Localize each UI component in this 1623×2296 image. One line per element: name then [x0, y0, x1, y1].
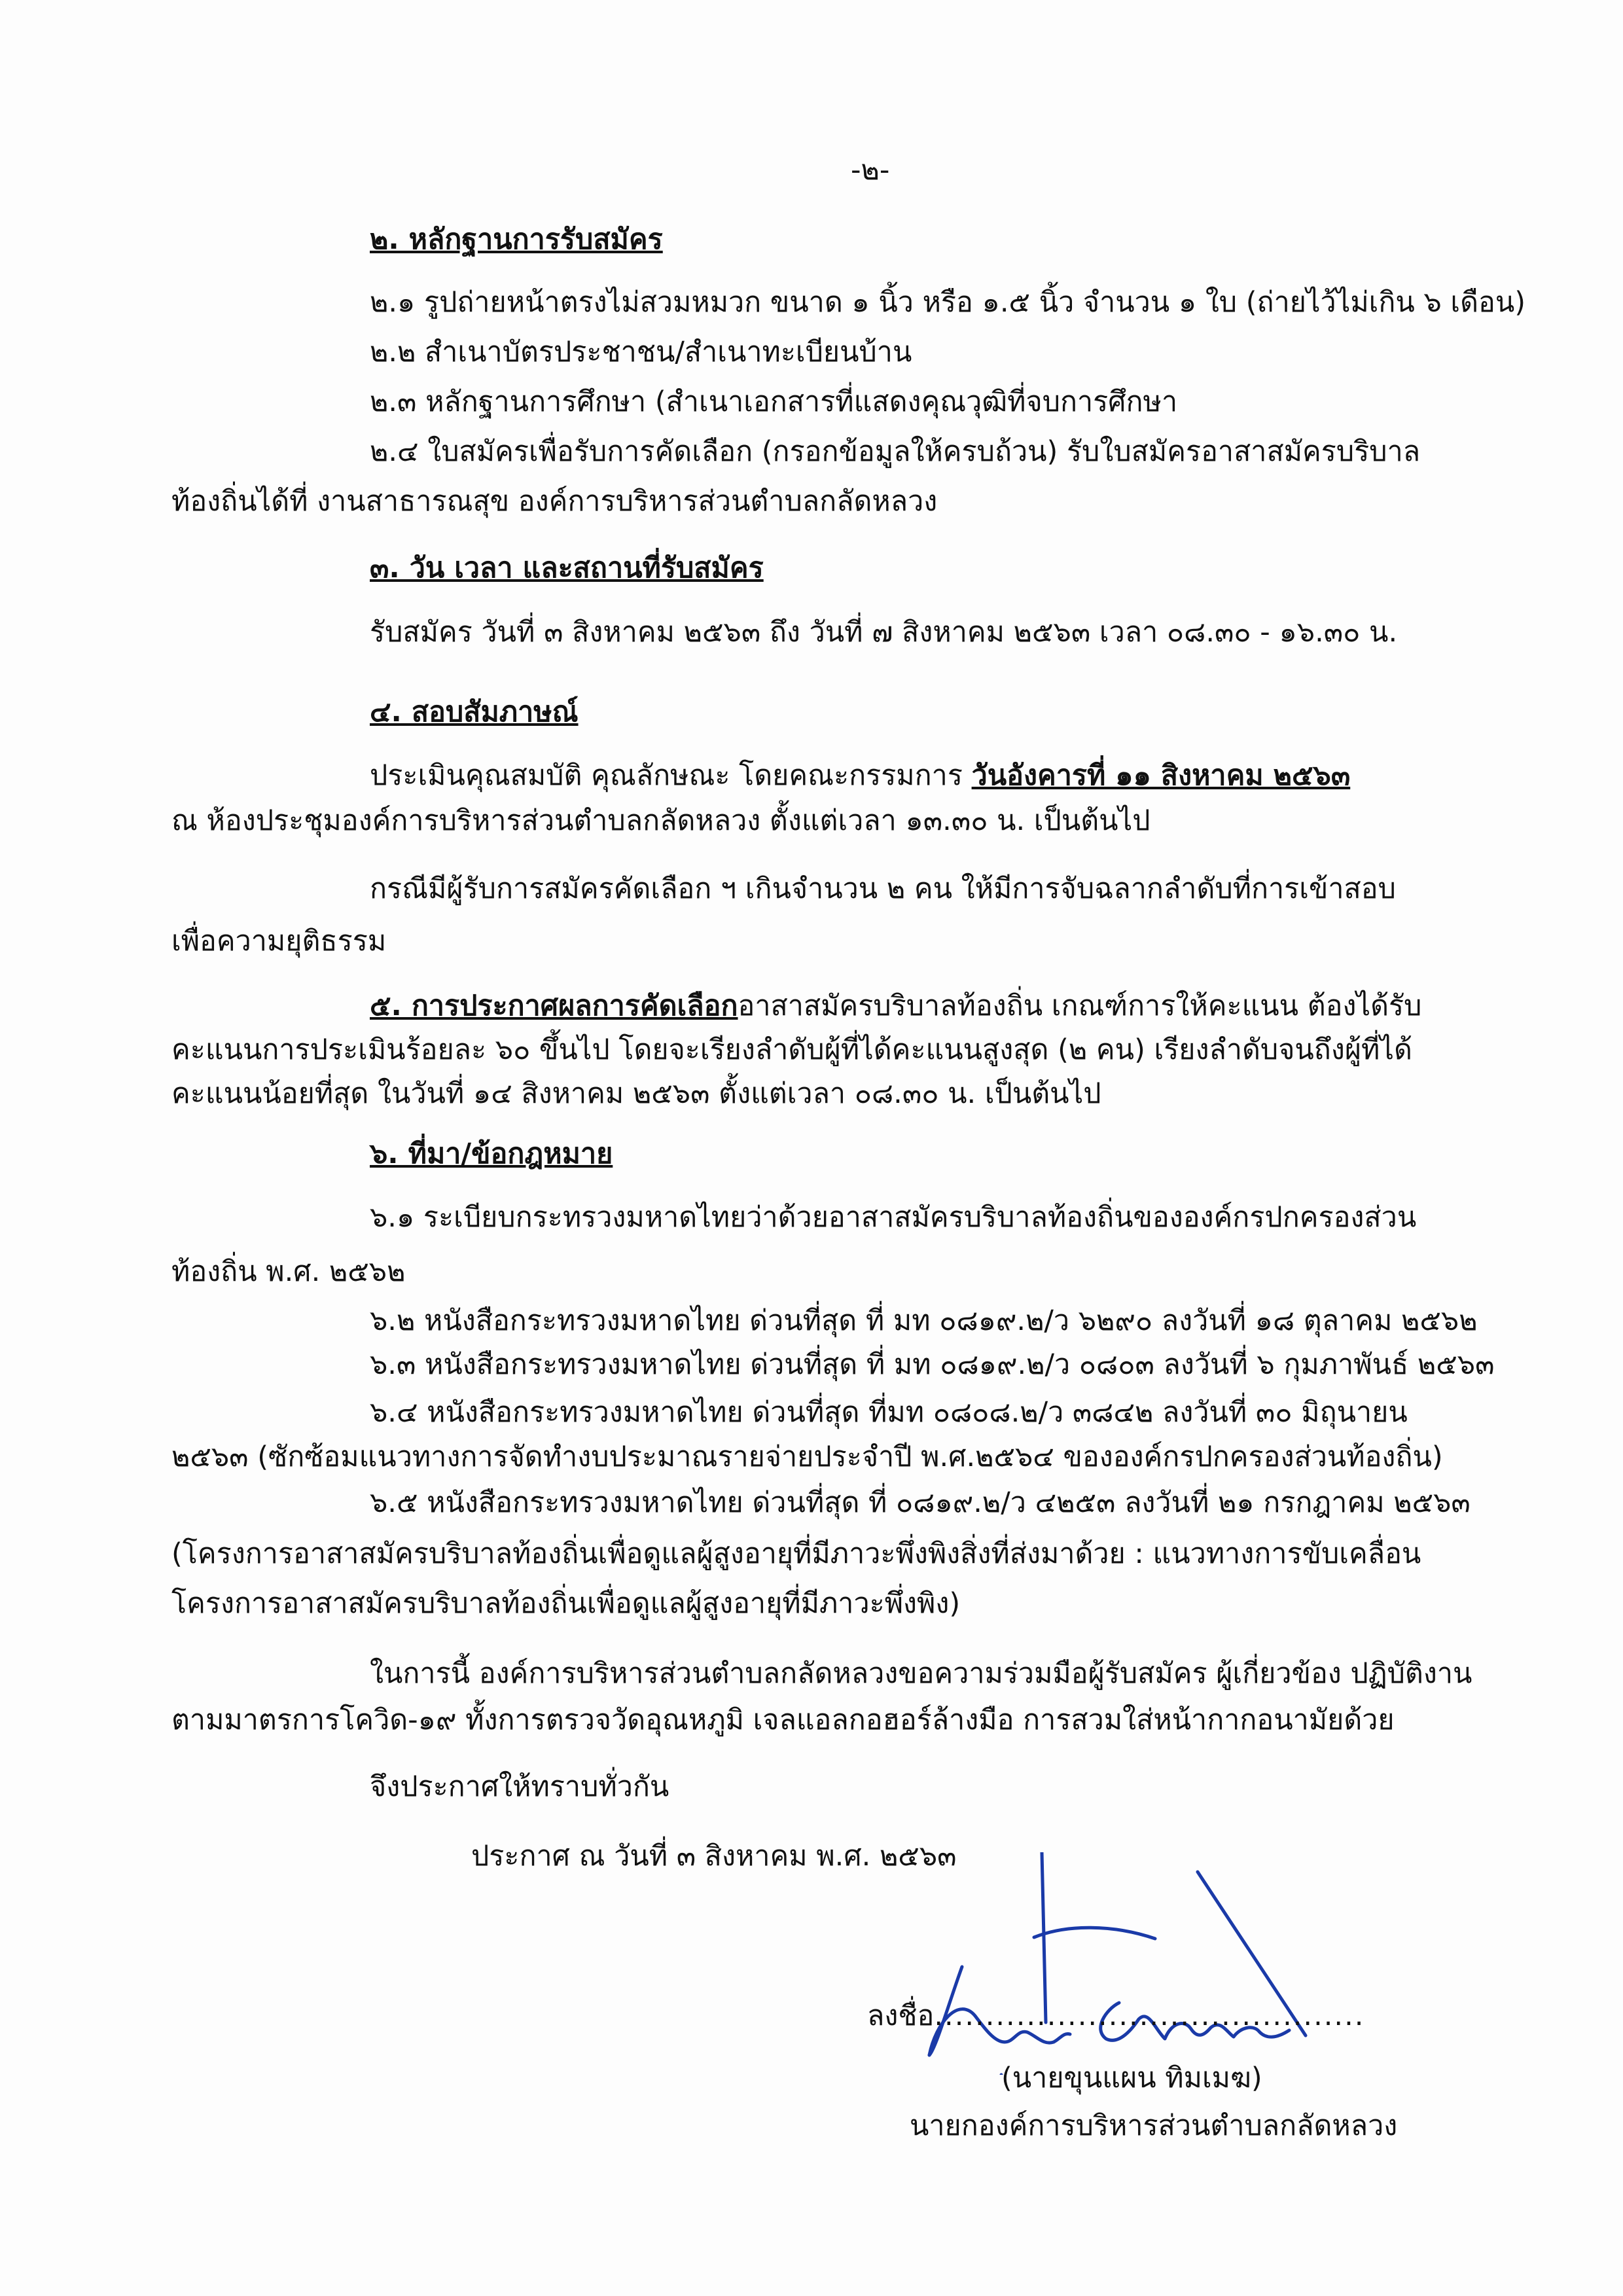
section4-p2: กรณีมีผู้รับการสมัครคัดเลือก ฯ เกินจำนวน ๒ คน ให้มีการจับฉลากลำดับที่การเข้าสอบ — [370, 872, 1396, 905]
section5-line2: คะแนนการประเมินร้อยละ ๖๐ ขึ้นไป โดยจะเรียงลำดับผู้ที่ได้คะแนนสูงสุด (๒ คน) เรียงลำดับจนถึงผู้ที่ได้ — [171, 1033, 1412, 1066]
section6-item-2: ๖.๒ หนังสือกระทรวงมหาดไทย ด่วนที่สุด ที่ มท ๐๘๑๙.๒/ว ๖๒๙๐ ลงวันที่ ๑๘ ตุลาคม ๒๕๖๒ — [370, 1304, 1478, 1337]
page-number: -๒- — [851, 154, 890, 187]
signature-line — [867, 1996, 1364, 2036]
handwritten-signature — [897, 1852, 1322, 2075]
section2-item-4-cont: ท้องถิ่นได้ที่ งานสาธารณสุข องค์การบริหารส่วนตำบลกลัดหลวง — [171, 485, 938, 518]
section2-item-1: ๒.๑ รูปถ่ายหน้าตรงไม่สวมหมวก ขนาด ๑ นิ้ว หรือ ๑.๕ นิ้ว จำนวน ๑ ใบ (ถ่ายไว้ไม่เกิน ๖ เดือน) — [370, 286, 1526, 319]
section6-item-4: ๖.๔ หนังสือกระทรวงมหาดไทย ด่วนที่สุด ที่มท ๐๘๐๘.๒/ว ๓๘๔๒ ลงวันที่ ๓๐ มิถุนายน — [370, 1396, 1408, 1429]
section4-interview-date: วันอังคารที่ ๑๑ สิงหาคม ๒๕๖๓ — [971, 759, 1351, 792]
section4-heading: ๔. สอบสัมภาษณ์ — [370, 696, 579, 728]
section3-heading: ๓. วัน เวลา และสถานที่รับสมัคร — [370, 552, 764, 584]
section6-item-5-cont2: โครงการอาสาสมัครบริบาลท้องถิ่นเพื่อดูแลผู้สูงอายุที่มีภาวะพึ่งพิง) — [171, 1587, 961, 1620]
section4-p1 — [370, 756, 1350, 795]
section5-line3: คะแนนน้อยที่สุด ในวันที่ ๑๔ สิงหาคม ๒๕๖๓ ตั้งแต่เวลา ๐๘.๓๐ น. เป็นต้นไป — [171, 1077, 1101, 1110]
closing-p2: จึงประกาศให้ทราบทั่วกัน — [370, 1770, 669, 1803]
signatory-name: (นายขุนแผน ทิมเมฆ) — [1001, 2062, 1262, 2094]
section6-item-5-cont1: (โครงการอาสาสมัครบริบาลท้องถิ่นเพื่อดูแลผู้สูงอายุที่มีภาวะพึ่งพิงสิ่งที่ส่งมาด้วย : แนวทางการขับเคลื่อน — [171, 1537, 1421, 1570]
section4-p1-text: ประเมินคุณสมบัติ คุณลักษณะ โดยคณะกรรมการ — [370, 759, 972, 792]
section2-heading: ๒. หลักฐานการรับสมัคร — [370, 223, 663, 256]
closing-p1: ในการนี้ องค์การบริหารส่วนตำบลกลัดหลวงขอความร่วมมือผู้รับสมัคร ผู้เกี่ยวข้อง ปฏิบัติงาน — [370, 1657, 1472, 1690]
section3-text: รับสมัคร วันที่ ๓ สิงหาคม ๒๕๖๓ ถึง วันที่ ๗ สิงหาคม ๒๕๖๓ เวลา ๐๘.๓๐ - ๑๖.๓๐ น. — [370, 616, 1398, 649]
closing-p1-cont: ตามมาตรการโควิด-๑๙ ทั้งการตรวจวัดอุณหภูมิ เจลแอลกอฮอร์ล้างมือ การสวมใส่หน้ากากอนามัยด้วย — [171, 1704, 1395, 1736]
section4-p2-cont: เพื่อความยุติธรรม — [171, 925, 387, 958]
section6-item-3: ๖.๓ หนังสือกระทรวงมหาดไทย ด่วนที่สุด ที่ มท ๐๘๑๙.๒/ว ๐๘๐๓ ลงวันที่ ๖ กุมภาพันธ์ ๒๕๖๓ — [370, 1348, 1495, 1381]
section5-text: อาสาสมัครบริบาลท้องถิ่น เกณฑ์การให้คะแนน ต้องได้รับ — [738, 990, 1422, 1022]
section6-item-1: ๖.๑ ระเบียบกระทรวงมหาดไทยว่าด้วยอาสาสมัครบริบาลท้องถิ่นขององค์กรปกครองส่วน — [370, 1201, 1417, 1234]
section6-item-5: ๖.๕ หนังสือกระทรวงมหาดไทย ด่วนที่สุด ที่ ๐๘๑๙.๒/ว ๔๒๕๓ ลงวันที่ ๒๑ กรกฎาคม ๒๕๖๓ — [370, 1486, 1471, 1519]
section5-heading: ๕. การประกาศผลการคัดเลือก — [370, 990, 738, 1022]
announcement-date: ประกาศ ณ วันที่ ๓ สิงหาคม พ.ศ. ๒๕๖๓ — [471, 1840, 957, 1873]
section6-item-4-cont: ๒๕๖๓ (ซักซ้อมแนวทางการจัดทำงบประมาณรายจ่ายประจำปี พ.ศ.๒๕๖๔ ขององค์กรปกครองส่วนท้องถิ่น) — [171, 1441, 1443, 1473]
section2-item-2: ๒.๒ สำเนาบัตรประชาชน/สำเนาทะเบียนบ้าน — [370, 336, 912, 368]
section5-line1 — [370, 986, 1421, 1026]
signatory-title: นายกองค์การบริหารส่วนตำบลกลัดหลวง — [910, 2109, 1398, 2142]
section6-item-1-cont: ท้องถิ่น พ.ศ. ๒๕๖๒ — [171, 1255, 406, 1288]
section2-item-3: ๒.๓ หลักฐานการศึกษา (สำเนาเอกสารที่แสดงคุณวุฒิที่จบการศึกษา — [370, 386, 1178, 418]
section4-p1-cont: ณ ห้องประชุมองค์การบริหารส่วนตำบลกลัดหลวง ตั้งแต่เวลา ๑๓.๓๐ น. เป็นต้นไป — [171, 804, 1150, 837]
signature-label: ลงชื่อ — [867, 2000, 935, 2032]
section6-heading: ๖. ที่มา/ข้อกฎหมาย — [370, 1138, 613, 1170]
signature-dots: .......................................... — [934, 2000, 1365, 2032]
section2-item-4: ๒.๔ ใบสมัครเพื่อรับการคัดเลือก (กรอกข้อมูลให้ครบถ้วน) รับใบสมัครอาสาสมัครบริบาล — [370, 435, 1421, 468]
